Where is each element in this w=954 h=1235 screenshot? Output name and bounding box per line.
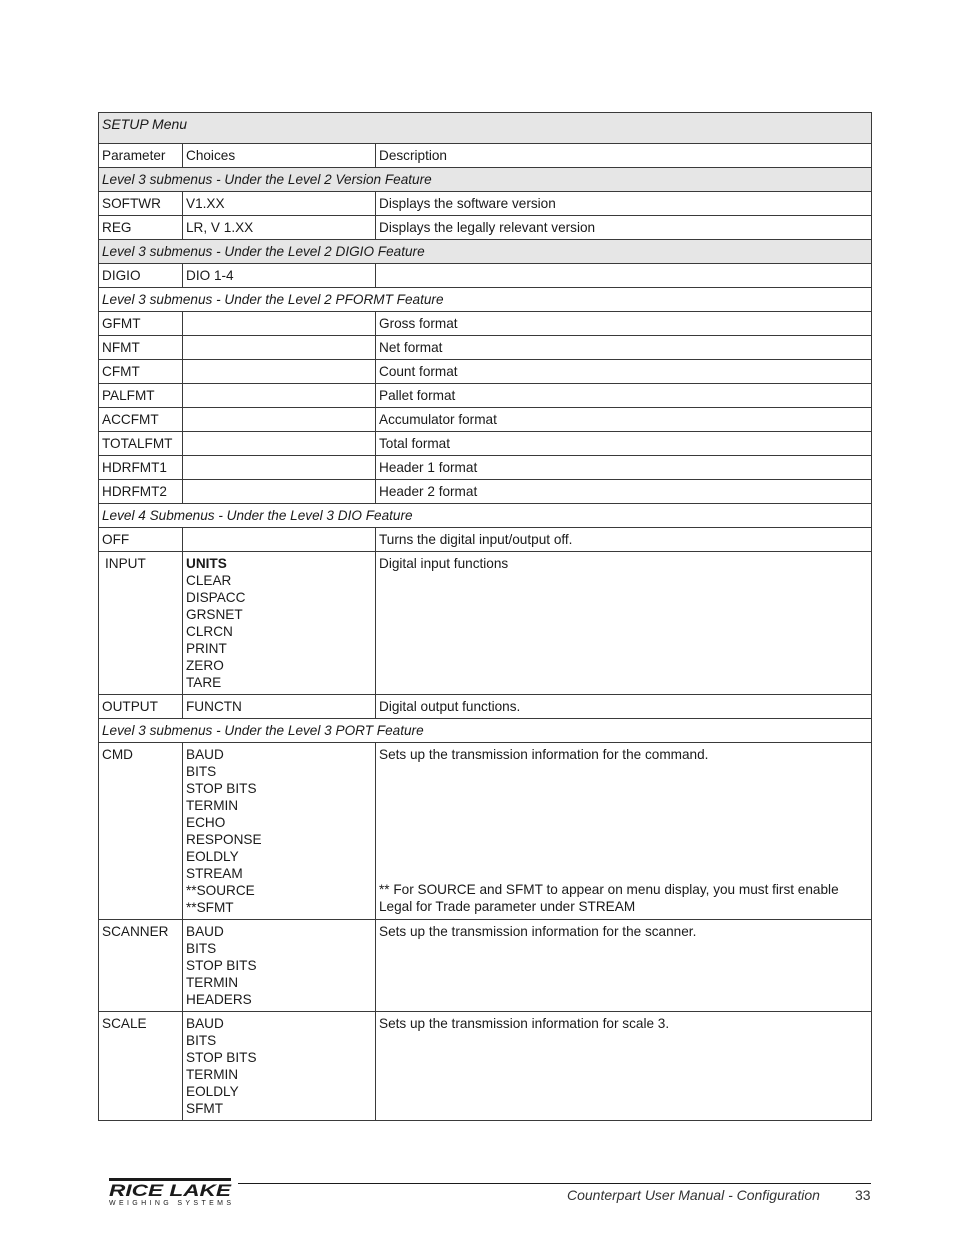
desc-totalfmt: Total format xyxy=(376,432,872,456)
param-input: INPUT xyxy=(99,552,183,695)
choice-reg: LR, V 1.XX xyxy=(183,216,376,240)
choices-scale xyxy=(183,1012,376,1121)
desc-scanner: Sets up the transmission information for the scanner. xyxy=(376,920,872,1012)
header-description: Description xyxy=(376,144,872,168)
choice-item: BAUD xyxy=(186,747,224,762)
choices-input xyxy=(183,552,376,695)
choice-item: BITS xyxy=(186,941,217,956)
desc-accfmt: Accumulator format xyxy=(376,408,872,432)
param-off: OFF xyxy=(99,528,183,552)
desc-cmd-cell xyxy=(376,743,872,920)
rice-lake-logo-graphic xyxy=(107,1175,235,1207)
section-row-digio xyxy=(99,240,872,264)
param-reg: REG xyxy=(99,216,183,240)
param-totalfmt: TOTALFMT xyxy=(99,432,183,456)
choice-softwr: V1.XX xyxy=(183,192,376,216)
desc-softwr: Displays the software version xyxy=(376,192,872,216)
choice-item: EOLDLY xyxy=(186,1084,239,1099)
param-palfmt: PALFMT xyxy=(99,384,183,408)
section-label-pformt: Level 3 submenus - Under the Level 2 PFORMT Feature xyxy=(99,288,872,312)
choice-item: ZERO xyxy=(186,658,224,673)
choice-hdrfmt2 xyxy=(183,480,376,504)
choice-item: TERMIN xyxy=(186,1067,239,1082)
desc-cfmt: Count format xyxy=(376,360,872,384)
desc-scale: Sets up the transmission information for scale 3. xyxy=(376,1012,872,1121)
table-row-input xyxy=(99,552,872,695)
choice-item: HEADERS xyxy=(186,992,252,1007)
choice-item: DISPACC xyxy=(186,590,246,605)
choices-scanner xyxy=(183,920,376,1012)
section-row-pformt xyxy=(99,288,872,312)
choice-accfmt xyxy=(183,408,376,432)
desc-digio xyxy=(376,264,872,288)
choice-item: STOP BITS xyxy=(186,781,257,796)
choice-item: EOLDLY xyxy=(186,849,239,864)
choice-item: BITS xyxy=(186,1033,217,1048)
desc-reg: Displays the legally relevant version xyxy=(376,216,872,240)
table-row-nfmt xyxy=(99,336,872,360)
section-row-dio xyxy=(99,504,872,528)
choice-item: ECHO xyxy=(186,815,226,830)
table-row-hdrfmt1 xyxy=(99,456,872,480)
desc-cmd: Sets up the transmission information for the command. xyxy=(379,747,709,762)
table-title-row xyxy=(99,113,872,144)
desc-input: Digital input functions xyxy=(376,552,872,695)
page-number: 33 xyxy=(855,1187,871,1203)
choices-cmd xyxy=(183,743,376,920)
choice-totalfmt xyxy=(183,432,376,456)
param-hdrfmt2: HDRFMT2 xyxy=(99,480,183,504)
table-title: SETUP Menu xyxy=(99,113,872,144)
param-hdrfmt1: HDRFMT1 xyxy=(99,456,183,480)
choice-hdrfmt1 xyxy=(183,456,376,480)
param-cmd: CMD xyxy=(99,743,183,920)
desc-gfmt: Gross format xyxy=(376,312,872,336)
choice-digio: DIO 1-4 xyxy=(183,264,376,288)
desc-output: Digital output functions. xyxy=(376,695,872,719)
section-label-digio: Level 3 submenus - Under the Level 2 DIGIO Feature xyxy=(99,240,872,264)
choice-item: STOP BITS xyxy=(186,1050,257,1065)
desc-hdrfmt1: Header 1 format xyxy=(376,456,872,480)
footer-title: Counterpart User Manual - Configuration xyxy=(567,1187,820,1203)
table-row-cfmt xyxy=(99,360,872,384)
section-row-version xyxy=(99,168,872,192)
choice-item: BITS xyxy=(186,764,217,779)
choice-item: UNITS xyxy=(186,556,227,571)
table-row-softwr xyxy=(99,192,872,216)
table-header-row xyxy=(99,144,872,168)
footer-rule xyxy=(238,1183,871,1184)
choice-item: RESPONSE xyxy=(186,832,262,847)
param-digio: DIGIO xyxy=(99,264,183,288)
choices-list-input xyxy=(186,555,372,691)
choice-item: BAUD xyxy=(186,924,224,939)
choices-list-cmd xyxy=(186,746,372,916)
param-cfmt: CFMT xyxy=(99,360,183,384)
table-row-output xyxy=(99,695,872,719)
choice-item: **SFMT xyxy=(186,900,234,915)
choices-list-scale xyxy=(186,1015,372,1117)
choice-item: BAUD xyxy=(186,1016,224,1031)
choice-cfmt xyxy=(183,360,376,384)
choice-off xyxy=(183,528,376,552)
table-row-hdrfmt2 xyxy=(99,480,872,504)
table-row-reg xyxy=(99,216,872,240)
choice-item: PRINT xyxy=(186,641,227,656)
choice-palfmt xyxy=(183,384,376,408)
choice-item: CLEAR xyxy=(186,573,232,588)
choice-gfmt xyxy=(183,312,376,336)
choice-item: TERMIN xyxy=(186,798,239,813)
param-scale: SCALE xyxy=(99,1012,183,1121)
table-row-digio xyxy=(99,264,872,288)
table-row-gfmt xyxy=(99,312,872,336)
table-row-totalfmt xyxy=(99,432,872,456)
choice-item: STOP BITS xyxy=(186,958,257,973)
note-cmd: ** For SOURCE and SFMT to appear on menu display, you must first enable Legal for Trade parameter under STREAM xyxy=(379,882,839,914)
choice-item: CLRCN xyxy=(186,624,233,639)
header-choices: Choices xyxy=(183,144,376,168)
param-scanner: SCANNER xyxy=(99,920,183,1012)
table-row-scale xyxy=(99,1012,872,1121)
section-row-port xyxy=(99,719,872,743)
setup-menu-table xyxy=(98,112,872,1121)
table-row-palfmt xyxy=(99,384,872,408)
section-label-dio: Level 4 Submenus - Under the Level 3 DIO Feature xyxy=(99,504,872,528)
desc-nfmt: Net format xyxy=(376,336,872,360)
table-row-accfmt xyxy=(99,408,872,432)
header-parameter: Parameter xyxy=(99,144,183,168)
param-softwr: SOFTWR xyxy=(99,192,183,216)
rice-lake-logo xyxy=(107,1175,235,1207)
table-row-scanner xyxy=(99,920,872,1012)
choice-output: FUNCTN xyxy=(183,695,376,719)
param-gfmt: GFMT xyxy=(99,312,183,336)
choice-item: GRSNET xyxy=(186,607,243,622)
section-label-port: Level 3 submenus - Under the Level 3 PORT Feature xyxy=(99,719,872,743)
section-label-version: Level 3 submenus - Under the Level 2 Version Feature xyxy=(99,168,872,192)
table-row-cmd xyxy=(99,743,872,920)
choice-item: TERMIN xyxy=(186,975,239,990)
choice-item: **SOURCE xyxy=(186,883,255,898)
choices-list-scanner xyxy=(186,923,372,1008)
param-accfmt: ACCFMT xyxy=(99,408,183,432)
param-nfmt: NFMT xyxy=(99,336,183,360)
desc-palfmt: Pallet format xyxy=(376,384,872,408)
choice-item: SFMT xyxy=(186,1101,223,1116)
choice-item: TARE xyxy=(186,675,222,690)
table-row-off xyxy=(99,528,872,552)
logo-text: RICE LAKE xyxy=(109,1181,232,1200)
param-output: OUTPUT xyxy=(99,695,183,719)
choice-nfmt xyxy=(183,336,376,360)
logo-subtext: WEIGHING SYSTEMS xyxy=(109,1200,231,1207)
desc-hdrfmt2: Header 2 format xyxy=(376,480,872,504)
choice-item: STREAM xyxy=(186,866,243,881)
desc-off: Turns the digital input/output off. xyxy=(376,528,872,552)
